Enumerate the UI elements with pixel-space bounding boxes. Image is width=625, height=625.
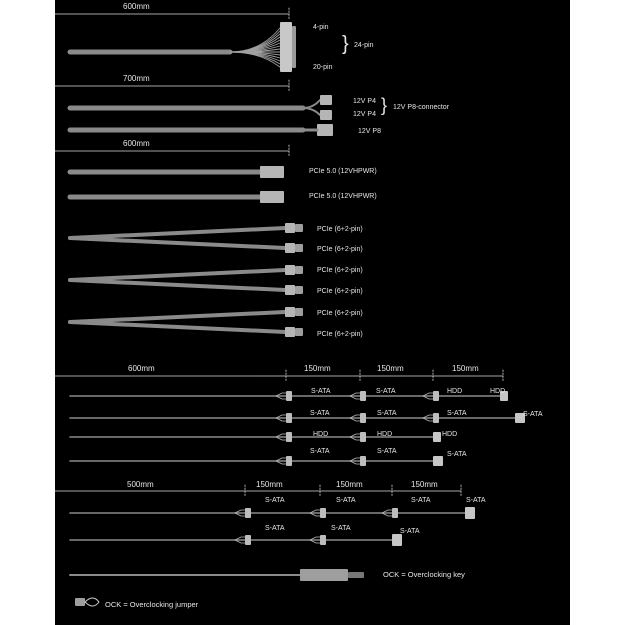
g4r4-label-2: S-ATA — [377, 448, 397, 455]
sata-group4-seg-1: 150mm — [304, 364, 331, 373]
pcie62-cable — [70, 280, 285, 290]
eps-brace: } — [381, 95, 388, 115]
g5-sata-plug — [320, 535, 326, 545]
atx-brace: } — [342, 33, 349, 55]
eps-p8-label: 12V P8 — [358, 128, 381, 135]
g4-sata-plug — [360, 456, 366, 466]
pcie62-cable — [70, 312, 285, 322]
ock-key-body — [300, 569, 348, 581]
pcie62-cable — [70, 322, 285, 332]
sata-group4-seg-3: 150mm — [452, 364, 479, 373]
eps-split — [303, 100, 320, 115]
sata-group5-seg-2: 150mm — [336, 480, 363, 489]
pcie62-connector-2pin — [295, 244, 303, 252]
cable-drawing — [55, 0, 570, 625]
pcie62-cable — [70, 228, 285, 238]
g4r1-label-1: S-ATA — [311, 388, 331, 395]
g4r3-label-1: HDD — [313, 431, 329, 438]
g4r3-label-3: HDD — [442, 431, 458, 438]
eps-p4a-connector — [320, 95, 332, 105]
g5r2-label-2: S-ATA — [331, 525, 351, 532]
atx-4pin-label: 4-pin — [313, 24, 329, 31]
pcie62-label-2: PCIe (6+2-pin) — [317, 246, 363, 253]
g5r1-label-1: S-ATA — [265, 497, 285, 504]
g4-end-connector — [433, 456, 443, 466]
pcie62-connector-2pin — [295, 286, 303, 294]
pcie62-cable — [70, 270, 285, 280]
sata-group5-seg-1: 150mm — [256, 480, 283, 489]
eps-p4b-connector — [320, 110, 332, 120]
g4-end-connector — [433, 432, 441, 442]
g5-end-connector-1 — [465, 507, 475, 519]
g4r1-label-2: S-ATA — [376, 388, 396, 395]
sata-group4-seg-2: 150mm — [377, 364, 404, 373]
ock-key-tip — [348, 572, 364, 578]
pcie62-label-4: PCIe (6+2-pin) — [317, 288, 363, 295]
g4-sata-plug — [360, 413, 366, 423]
pcie62-connector — [285, 265, 295, 275]
g4r2-label-3: S-ATA — [447, 410, 467, 417]
pcie5-connector-2 — [260, 191, 284, 203]
g4-sata-plug — [286, 391, 292, 401]
eps-p4a-label: 12V P4 — [353, 98, 376, 105]
g5r1-label-3: S-ATA — [411, 497, 431, 504]
atx-connector-latch — [292, 26, 296, 68]
g5-sata-plug — [245, 508, 251, 518]
eps-cable-length: 700mm — [123, 74, 150, 83]
g4r2-label-4: S-ATA — [523, 411, 543, 418]
g4-sata-plug — [286, 413, 292, 423]
pcie62-label-5: PCIe (6+2-pin) — [317, 310, 363, 317]
atx-cable-length: 600mm — [123, 2, 150, 11]
g5r1-label-4: S-ATA — [466, 497, 486, 504]
pcie-cable-length: 600mm — [123, 139, 150, 148]
pcie62-connector-2pin — [295, 224, 303, 232]
eps-p4b-label: 12V P4 — [353, 111, 376, 118]
pcie62-connector — [285, 223, 295, 233]
pcie62-connector-2pin — [295, 266, 303, 274]
atx-24pin-connector — [280, 22, 292, 72]
pcie62-label-6: PCIe (6+2-pin) — [317, 331, 363, 338]
ock-jumper-label: OCK = Overclocking jumper — [105, 600, 199, 609]
g5-sata-plug — [320, 508, 326, 518]
g4r1-label-4: HDD — [490, 388, 506, 395]
eps-p8-connector-label: 12V P8-connector — [393, 104, 450, 111]
g4-sata-plug — [433, 391, 439, 401]
g4-sata-plug — [360, 391, 366, 401]
pcie62-connector-2pin — [295, 328, 303, 336]
pcie62-label-3: PCIe (6+2-pin) — [317, 267, 363, 274]
g5-sata-plug — [392, 508, 398, 518]
sata-group5-seg-3: 150mm — [411, 480, 438, 489]
pcie62-label-1: PCIe (6+2-pin) — [317, 226, 363, 233]
pcie62-connector-2pin — [295, 308, 303, 316]
atx-20pin-label: 20-pin — [313, 64, 333, 71]
ock-jumper-loop — [85, 598, 99, 606]
g4r3-label-2: HDD — [377, 431, 393, 438]
g4-sata-plug — [360, 432, 366, 442]
pcie62-connector — [285, 285, 295, 295]
pcie5-connector-1 — [260, 166, 284, 178]
g4r1-label-3: HDD — [447, 388, 463, 395]
pcie62-connector — [285, 243, 295, 253]
g4r4-label-3: S-ATA — [447, 451, 467, 458]
g5r1-label-2: S-ATA — [336, 497, 356, 504]
g5r2-label-1: S-ATA — [265, 525, 285, 532]
g4-sata-plug — [286, 456, 292, 466]
cable-diagram-panel — [55, 0, 570, 625]
pcie5-label-2: PCIe 5.0 (12VHPWR) — [309, 193, 377, 200]
sata-group5-length: 500mm — [127, 480, 154, 489]
g4r2-label-2: S-ATA — [377, 410, 397, 417]
eps-p8-connector — [317, 124, 333, 136]
ock-jumper-plug — [75, 598, 85, 606]
g4-sata-plug — [433, 413, 439, 423]
pcie62-connector — [285, 307, 295, 317]
pcie62-connector — [285, 327, 295, 337]
g4r2-label-1: S-ATA — [310, 410, 330, 417]
atx-24pin-label: 24-pin — [354, 42, 374, 49]
g4-sata-plug — [286, 432, 292, 442]
pcie5-label-1: PCIe 5.0 (12VHPWR) — [309, 168, 377, 175]
g5r2-label-3: S-ATA — [400, 528, 420, 535]
ock-key-label: OCK = Overclocking key — [383, 570, 465, 579]
pcie62-cable — [70, 238, 285, 248]
g5-sata-plug — [245, 535, 251, 545]
sata-group4-length: 600mm — [128, 364, 155, 373]
g4r4-label-1: S-ATA — [310, 448, 330, 455]
